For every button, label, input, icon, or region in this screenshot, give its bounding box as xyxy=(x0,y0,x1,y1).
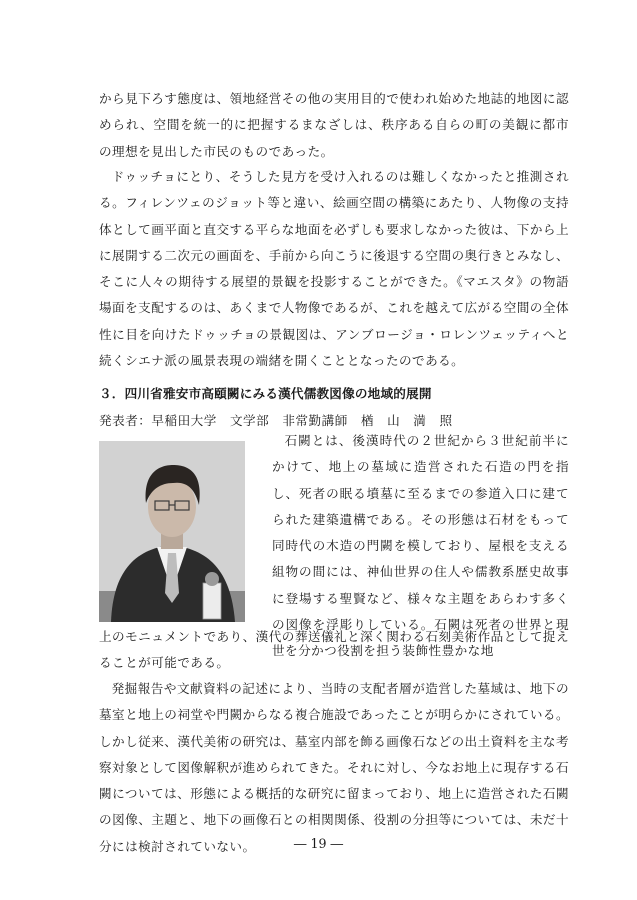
presenter-line: 発表者：早稲田大学 文学部 非常勤講師 楢 山 満 照 xyxy=(99,413,453,428)
page-number: ― 19 ― xyxy=(293,836,344,851)
paragraph-3: 石闕とは、後漢時代の２世紀から３世紀前半にかけて、地上の墓域に造営された石造の門を指し、死者の眠る墳墓に至るまでの参道入口に建てられた建築遺構である。その形態は石材をもって同時代の木造の門闕を模しており、屋根を支える組物の間には、神仙世界の住人や儒教系歴史故事に登場する聖賢など、様々な主題をあらわす多くの図像を浮彫りしている。石闕は死者の世界と現世を分かつ役割を担う装飾性豊かな地 xyxy=(272,433,569,659)
paragraph-4: 発掘報告や文献資料の記述により、当時の支配者層が造営した墓域は、地下の墓室と地上の祠堂や門闕からなる複合施設であったことが明らかにされている。しかし従来、漢代美術の研究は、墓室内部を飾る画像石などの出土資料を主な考察対象として図像解釈が進められてきた。それに対し、今なお地上に現存する石闕については、形態による概括的な研究に留まっており、地上に造営された石闕の図像、主題と、地下の画像石との相関関係、役割の分担等については、未だ十分には検討されていない。 xyxy=(99,681,569,854)
paragraph-3-continued: 上のモニュメントであり、漢代の葬送儀礼と深く関わる石刻美術作品として捉えることが可能である。 xyxy=(99,629,569,671)
portrait-image xyxy=(99,441,245,622)
section-heading: ３．四川省雅安市高頤闕にみる漢代儒教図像の地域的展開 xyxy=(99,386,432,401)
paragraph-1: から見下ろす態度は、領地経営その他の実用目的で使われ始めた地誌的地図に認められ、空間を統一的に把握するまなざしは、秩序ある自らの町の美観に都市の理想を見出した市民のものであった。 xyxy=(99,91,569,159)
paragraph-2: ドゥッチョにとり、そうした見方を受け入れるのは難しくなかったと推測される。フィレンツェのジョット等と違い、絵画空間の構築にあたり、人物像の支持体として画平面と直交する平らな地面を必ずしも要求しなかった彼は、下から上に展開する二次元の画面を、手前から向こうに後退する空間の奥行きとみなし、そこに人々の期待する展望的景観を投影することができた。《マエスタ》の物語場面を支配するのは、あくまで人物像であるが、これを越えて広がる空間の全体性に目を向けたドゥッチョの景観図は、アンブロージョ・ロレンツェッティへと続くシエナ派の風景表現の端緒を開くこととなったのである。 xyxy=(99,169,569,369)
presenter-photo xyxy=(99,441,245,622)
